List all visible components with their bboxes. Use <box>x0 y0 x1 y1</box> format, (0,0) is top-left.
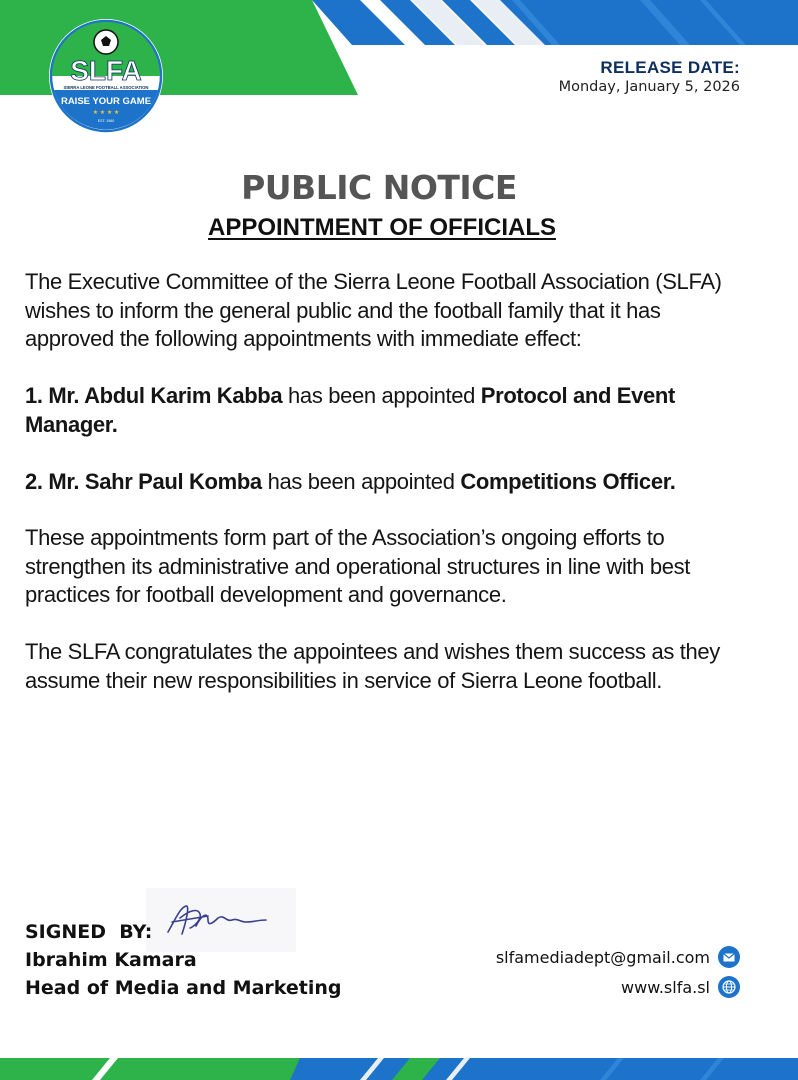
contact-email <box>496 946 740 968</box>
congrats-paragraph: The SLFA congratulates the appointees and wishes them success as they assume their new responsibilities in service of Sierra Leone football. <box>25 639 720 693</box>
email-link[interactable]: slfamediadept@gmail.com <box>495 947 710 967</box>
footer-banner <box>0 1058 798 1080</box>
appointment-item-1 <box>25 382 755 439</box>
logo-est: EST. 1960 <box>97 119 115 123</box>
signoff-block <box>25 918 342 1002</box>
appointment-text: has been appointed <box>282 383 481 408</box>
appointment-text: has been appointed <box>261 469 461 494</box>
notice-title: PUBLIC NOTICE <box>241 168 517 207</box>
logo-abbr: SLFA <box>70 55 142 86</box>
signatory-name: Ibrahim Kamara <box>25 949 197 971</box>
svg-text:★ ★ ★ ★: ★ ★ ★ ★ <box>92 110 120 116</box>
intro-paragraph: The Executive Committee of the Sierra Leone Football Association (SLFA) wishes to inform the general public and the football family that it has approved the following appointments with immediate effect: <box>25 269 722 351</box>
website-link[interactable]: www.slfa.sl <box>621 977 710 997</box>
appointment-role: Protocol and Event Manager. <box>25 383 675 437</box>
slfa-logo <box>48 18 164 134</box>
appointee-name: 1. Mr. Abdul Karim Kabba <box>25 383 283 408</box>
envelope-icon <box>718 946 740 968</box>
logo-org-name: SIERRA LEONE FOOTBALL ASSOCIATION <box>63 85 149 90</box>
contact-website <box>621 976 740 998</box>
logo-tagline: RAISE YOUR GAME <box>60 96 152 107</box>
signatory-position: Head of Media and Marketing <box>25 977 342 999</box>
efforts-paragraph: These appointments form part of the Association’s ongoing efforts to strengthen its administrative and operational structures in line with best practices for football development and governance. <box>25 525 691 607</box>
notice-subtitle: APPOINTMENT OF OFFICIALS <box>208 214 556 241</box>
release-date-label: RELEASE DATE: <box>600 58 740 77</box>
appointee-name: 2. Mr. Sahr Paul Komba <box>25 469 262 494</box>
globe-icon <box>718 976 740 998</box>
release-block <box>559 58 740 96</box>
appointment-role: Competitions Officer. <box>460 469 676 494</box>
appointment-item-2 <box>25 468 755 497</box>
signed-by-label: SIGNED BY: <box>25 921 153 943</box>
release-date-value: Monday, January 5, 2026 <box>558 79 740 95</box>
